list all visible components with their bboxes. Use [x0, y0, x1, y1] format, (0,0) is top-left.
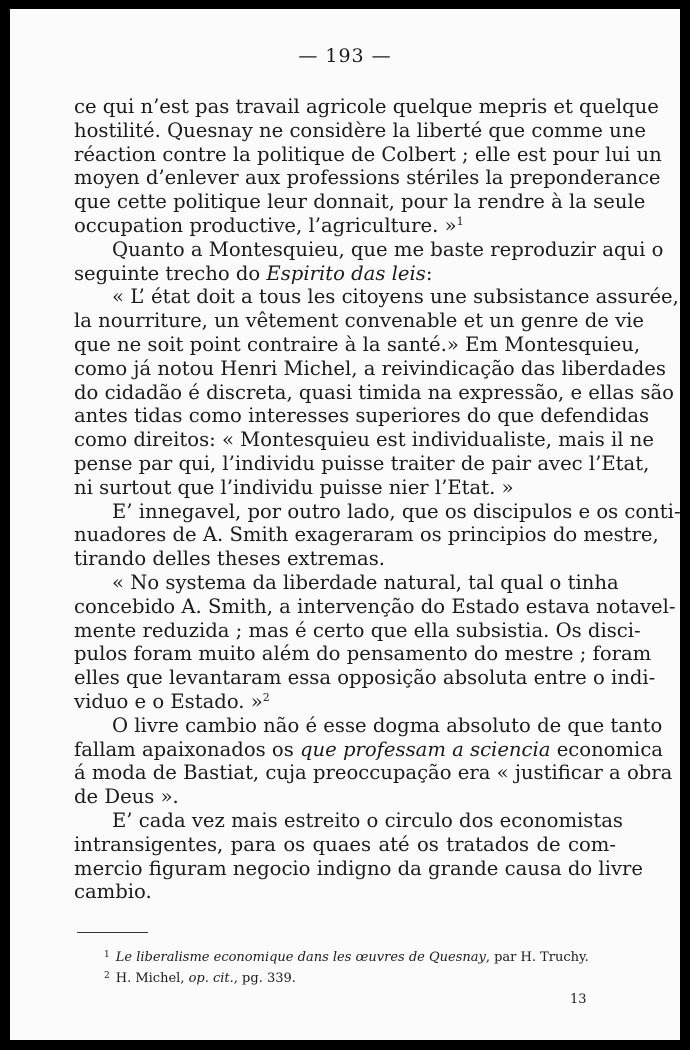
line-text: E’ cada vez mais estreito o circulo dos economistas	[112, 808, 623, 832]
line-text: pense par qui, l’individu puisse traiter de pair avec l’Etat,	[74, 451, 650, 475]
paragraph	[74, 713, 673, 809]
body-text	[74, 95, 681, 904]
text-line	[74, 476, 616, 500]
footnotes	[104, 946, 624, 988]
line-text: elles que levantaram essa opposição absoluta entre o indi-	[74, 666, 656, 690]
paragraph	[74, 808, 643, 904]
paragraph	[74, 499, 681, 571]
line-text: concebido A. Smith, a intervenção do Estado estava notavel-	[74, 594, 676, 618]
text-line	[74, 451, 650, 476]
paragraph	[74, 285, 679, 499]
signature-mark: 13	[570, 992, 587, 1007]
text-line	[74, 95, 659, 119]
footnote-ref: 2	[262, 690, 270, 704]
footnote-text: H. Michel,	[115, 971, 189, 986]
line-text: mente reduzida ; mas é certo que ella subsistia. Os disci-	[74, 618, 641, 642]
line-text: pulos foram muito além do pensamento do mestre ; foram	[74, 642, 652, 666]
text-line	[74, 808, 623, 833]
footnote-ref: 1	[456, 214, 464, 228]
text-line	[74, 642, 652, 666]
line-text: de Deus ».	[74, 785, 179, 809]
text-line	[74, 214, 616, 238]
text-line	[74, 356, 666, 381]
footnote	[104, 946, 624, 967]
footnote-rule	[77, 932, 148, 933]
line-text: tirando delles theses extremas.	[74, 547, 385, 571]
text-line	[74, 547, 616, 571]
line-text: « No systema da liberdade natural, tal qual o tinha	[112, 570, 619, 594]
line-text: ni surtout que l’individu puisse nier l’Etat. »	[74, 475, 514, 499]
text-line	[74, 166, 661, 190]
line-text: que ne soit point contraire à la santé.» Em Montesquieu,	[74, 332, 641, 356]
paragraph	[74, 570, 676, 714]
line-text: moyen d’enlever aux professions stériles la preponderance	[74, 166, 661, 190]
text-line	[74, 570, 619, 595]
line-text: E’ innegavel, por outro lado, que os discipulos e os conti-	[112, 499, 681, 523]
text-line	[74, 856, 643, 881]
page-number: — 193 —	[298, 45, 392, 67]
text-line	[74, 332, 641, 357]
line-text: réaction contre la politique de Colbert ; elle est pour lui un	[74, 142, 662, 166]
paragraph	[74, 95, 662, 238]
line-text: fallam apaixonados os	[74, 737, 300, 761]
text-line	[74, 142, 662, 167]
footnote-text: , pg. 339.	[233, 971, 296, 986]
text-line	[74, 737, 663, 762]
line-text: la nourriture, un vêtement convenable et un genre de vie	[74, 309, 645, 333]
line-text: ce qui n’est pas travail agricole quelque mepris et quelque	[74, 95, 659, 118]
line-text: hostilité. Quesnay ne considère la liberté que comme une	[74, 118, 646, 142]
text-line	[74, 713, 663, 738]
text-line	[74, 404, 650, 428]
line-text: do cidadão é discreta, quasi timida na expressão, e ellas são	[74, 380, 674, 404]
line-text: nuadores de A. Smith exageraram os principios do mestre,	[74, 523, 659, 547]
text-line	[74, 237, 664, 262]
text-line	[74, 380, 674, 405]
line-text: :	[425, 261, 433, 285]
footnote-number: 1	[104, 950, 110, 960]
footnote-italic: Le liberalisme economique dans les œuvres de Quesnay	[115, 950, 486, 965]
line-text: cambio.	[74, 880, 152, 904]
italic-text: Espirito das leis	[266, 261, 426, 285]
footnote-number: 2	[104, 971, 110, 981]
line-text: seguinte trecho do	[74, 261, 267, 285]
text-line	[74, 309, 645, 333]
line-text: como direitos: « Montesquieu est individualiste, mais il ne	[74, 428, 654, 452]
paragraph	[74, 237, 664, 286]
line-text: á moda de Bastiat, cuja preoccupação era « justificar a obra	[74, 761, 673, 785]
line-text: intransigentes, para os quaes até os tratados de com-	[74, 832, 616, 856]
text-line	[74, 594, 676, 619]
line-text: occupation productive, l’agriculture. »	[74, 213, 457, 237]
line-text: viduo e o Estado. »	[74, 689, 263, 713]
book-page	[10, 9, 680, 1040]
line-text: O livre cambio não é esse dogma absoluto de que tanto	[112, 713, 663, 737]
text-line	[74, 761, 673, 785]
line-text: que cette politique leur donnait, pour la rendre à la seule	[74, 190, 646, 214]
text-line	[74, 880, 616, 904]
line-text: mercio figuram negocio indigno da grande causa do livre	[74, 856, 643, 880]
text-line	[74, 190, 646, 214]
line-text: economica	[550, 737, 663, 761]
text-line	[74, 690, 616, 714]
footnote-italic: op. cit.	[188, 971, 234, 986]
footnote-text: , par H. Truchy.	[485, 950, 589, 965]
text-line	[74, 523, 659, 547]
text-line	[74, 666, 656, 690]
text-line	[74, 618, 641, 643]
line-text: Quanto a Montesquieu, que me baste reproduzir aqui o	[112, 237, 664, 261]
text-line	[74, 262, 616, 286]
line-text: como já notou Henri Michel, a reivindicação das liberdades	[74, 356, 666, 380]
text-line	[74, 833, 616, 857]
line-text: antes tidas como interesses superiores do que defendidas	[74, 404, 650, 428]
text-line	[74, 285, 679, 309]
line-text: « L’ état doit a tous les citoyens une subsistance assurée,	[112, 285, 679, 309]
italic-text: que professam a sciencia	[299, 737, 551, 761]
text-line	[74, 428, 654, 452]
text-line	[74, 118, 646, 143]
text-line	[74, 785, 616, 809]
text-line	[74, 499, 681, 524]
footnote	[104, 967, 624, 988]
